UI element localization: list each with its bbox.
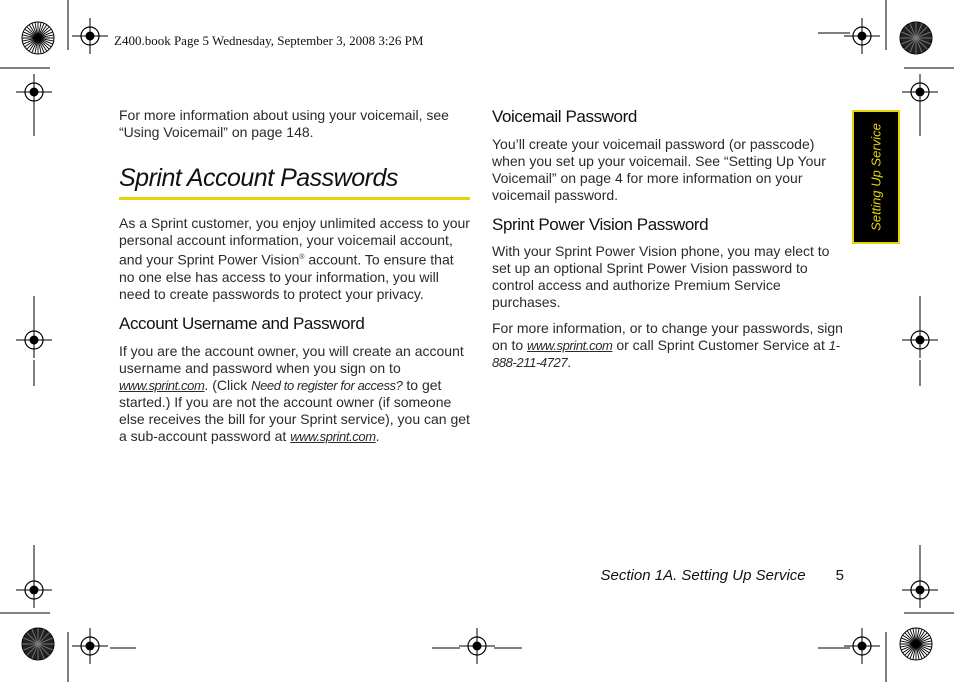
registration-crosshair-icon [902, 322, 938, 358]
registered-mark: ® [299, 254, 305, 261]
registration-crosshair-icon [16, 322, 52, 358]
para-text: account. To ensure that no one else has access to your information, you will need to create passwords to protect your privacy. [119, 251, 454, 302]
registration-crosshair-icon [16, 572, 52, 608]
power-vision-paragraph: With your Sprint Power Vision phone, you may elect to set up an optional Sprint Power Vision password to control access and authorize Premium Service purchases. [492, 243, 830, 310]
para-text: For more information, or to change your passwords, sign on to [492, 320, 843, 353]
print-header: Z400.book Page 5 Wednesday, September 3, 2008 3:26 PM [114, 33, 424, 48]
registration-crosshair-icon [72, 628, 108, 664]
registration-crosshair-icon [459, 628, 495, 664]
intro-paragraph: For more information about using your voicemail, see “Using Voicemail” on page 148. [119, 107, 449, 140]
registration-crosshair-icon [844, 18, 880, 54]
registration-starburst-icon [22, 22, 54, 54]
registration-starburst-icon [900, 22, 932, 54]
section-heading-power-vision: Sprint Power Vision Password [492, 215, 709, 234]
section-heading-voicemail: Voicemail Password [492, 107, 637, 126]
para-text: As a Sprint customer, you enjoy unlimited access to your personal account information, your voicemail account, and your Sprint Power Vision [119, 215, 470, 268]
register-link-text: Need to register for access? [251, 377, 403, 393]
voicemail-paragraph: You’ll create your voicemail password (or passcode) when you set up your voicemail. See “Setting Up Your Voicemail” on page 4 for more information on your voicemail password. [492, 136, 826, 203]
para-text: or call Sprint Customer Service at [612, 337, 829, 353]
para-text: . (Click [204, 376, 252, 393]
para-text: . [567, 354, 572, 370]
section-heading-account: Account Username and Password [119, 313, 365, 333]
registration-starburst-icon [900, 628, 932, 660]
page-number: 5 [835, 567, 844, 584]
para-text: to get started.) If you are not the account owner (if someone else receives the bill for your Sprint service), you can get a sub-account password at [119, 376, 470, 444]
page-title: Sprint Account Passwords [119, 163, 470, 200]
phone-number: 1-888-211-4727 [492, 338, 840, 370]
sprint-link[interactable]: www.sprint.com [119, 377, 205, 393]
footer-section: Section 1A. Setting Up Service [600, 567, 806, 584]
sprint-link[interactable]: www.sprint.com [527, 338, 613, 353]
registration-crosshair-icon [844, 628, 880, 664]
registration-crosshair-icon [16, 74, 52, 110]
side-tab-label: Setting Up Service [868, 123, 884, 231]
registration-starburst-icon [22, 628, 54, 660]
registration-crosshair-icon [902, 74, 938, 110]
registration-crosshair-icon [902, 572, 938, 608]
para-text: If you are the account owner, you will create an account username and password when you sign on to [119, 342, 464, 376]
para-text: . [375, 427, 380, 444]
registration-crosshair-icon [72, 18, 108, 54]
sprint-link[interactable]: www.sprint.com [290, 428, 376, 444]
